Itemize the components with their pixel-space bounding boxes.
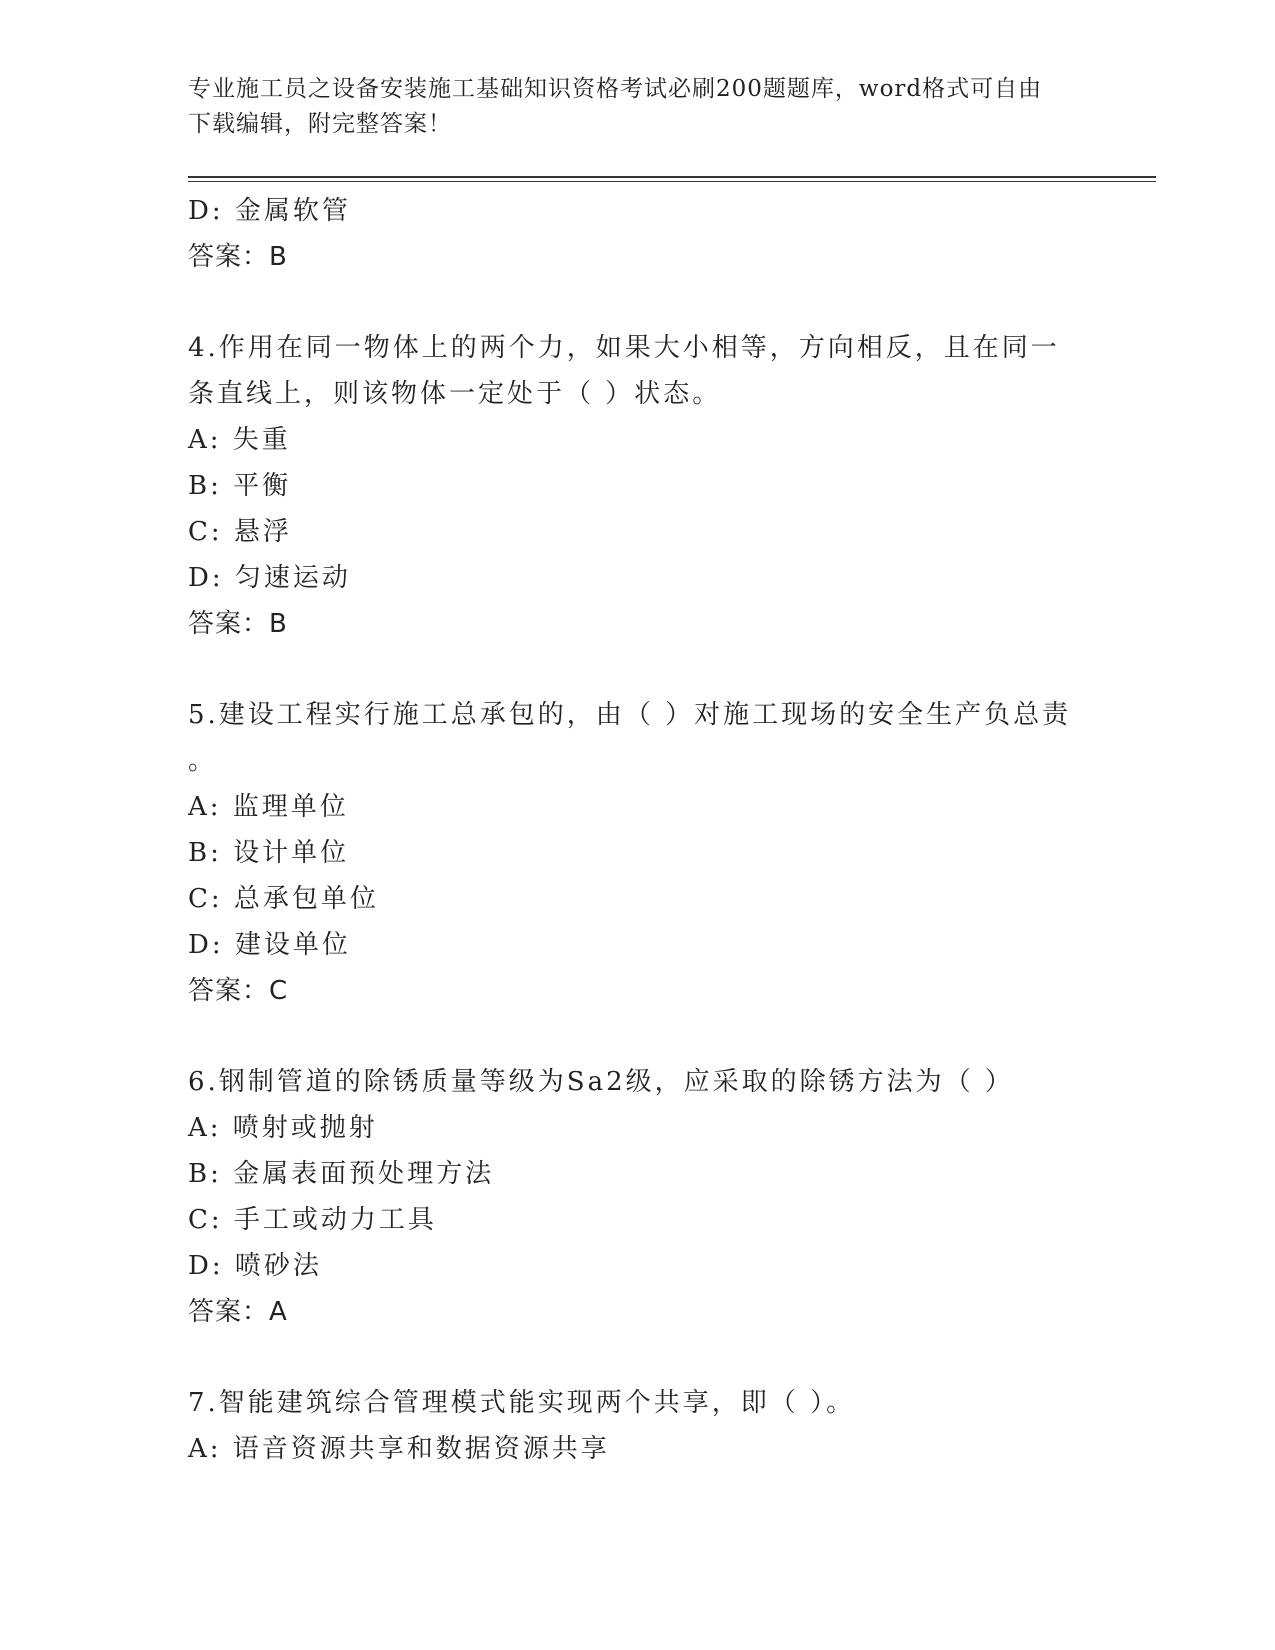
header-title-line-2: 下载编辑，附完整答案！ xyxy=(188,111,452,137)
question-stem-line: 5.建设工程实行施工总承包的，由（ ）对施工现场的安全生产负总责 xyxy=(188,700,1072,730)
option-a: A: 喷射或抛射 xyxy=(188,1113,378,1143)
answer-line: 答案：C xyxy=(188,976,289,1006)
question-stem-line: 条直线上，则该物体一定处于（ ）状态。 xyxy=(188,379,722,409)
option-a: A: 语音资源共享和数据资源共享 xyxy=(188,1434,610,1464)
question-list xyxy=(188,188,1088,1472)
header-divider-thin xyxy=(188,181,1156,182)
document-header xyxy=(188,72,1088,142)
spacer xyxy=(188,1335,1088,1380)
spacer xyxy=(188,647,1088,692)
option-d: D: 喷砂法 xyxy=(188,1251,322,1281)
question-stem-line: 6.钢制管道的除锈质量等级为Sa2级，应采取的除锈方法为（ ） xyxy=(188,1067,1014,1097)
option-c: C: 悬浮 xyxy=(188,517,292,547)
question-stem-line: 4.作用在同一物体上的两个力，如果大小相等，方向相反，且在同一 xyxy=(188,333,1060,363)
answer-line: 答案：B xyxy=(188,242,288,272)
question-6 xyxy=(188,1059,1088,1335)
answer-line: 答案：B xyxy=(188,609,288,639)
option-d: D: 金属软管 xyxy=(188,196,351,226)
spacer xyxy=(188,280,1088,325)
header-divider-thick xyxy=(188,176,1156,178)
option-b: B: 金属表面预处理方法 xyxy=(188,1159,495,1189)
option-a: A: 监理单位 xyxy=(188,792,349,822)
question-3-tail xyxy=(188,188,1088,280)
option-c: C: 总承包单位 xyxy=(188,884,379,914)
header-title-line-1: 专业施工员之设备安装施工基础知识资格考试必刷200题题库，word格式可自由 xyxy=(188,76,1043,102)
option-b: B: 设计单位 xyxy=(188,838,350,868)
option-c: C: 手工或动力工具 xyxy=(188,1205,437,1235)
question-5 xyxy=(188,692,1088,1014)
question-4 xyxy=(188,325,1088,647)
option-a: A: 失重 xyxy=(188,425,291,455)
option-d: D: 建设单位 xyxy=(188,930,351,960)
option-b: B: 平衡 xyxy=(188,471,292,501)
question-stem-line: 。 xyxy=(188,746,218,776)
question-7 xyxy=(188,1380,1088,1472)
option-d: D: 匀速运动 xyxy=(188,563,351,593)
question-stem-line: 7.智能建筑综合管理模式能实现两个共享，即（ ）。 xyxy=(188,1388,856,1418)
spacer xyxy=(188,1014,1088,1059)
answer-line: 答案：A xyxy=(188,1297,288,1327)
